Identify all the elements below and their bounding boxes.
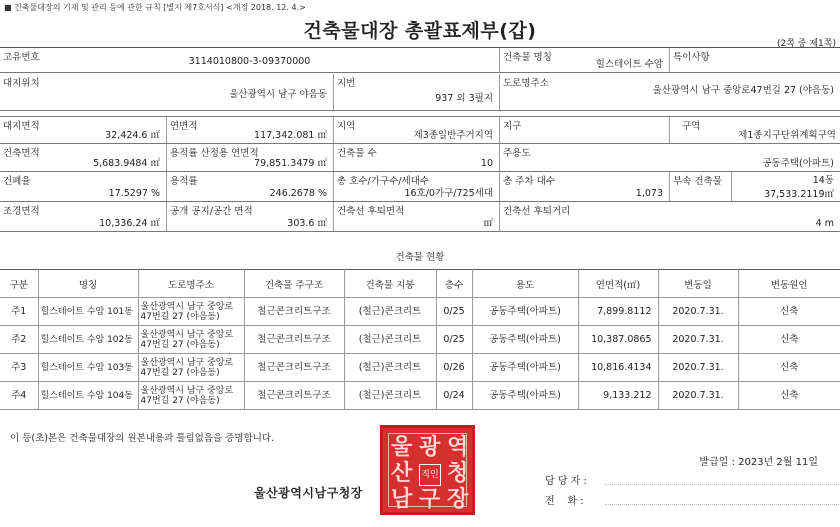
seal-inner-mark: 직인 (419, 464, 441, 486)
landscape-cell (0, 202, 167, 231)
table-row (0, 298, 840, 326)
main-use-value: 공동주택(아파트) (762, 158, 834, 169)
status-table (0, 269, 840, 410)
metrics-row-2 (0, 144, 840, 172)
gfa-label: 연면적 (170, 121, 198, 132)
open-space-value: 303.6 ㎡ (287, 218, 327, 229)
landscape-value: 10,336.24 ㎡ (99, 218, 160, 229)
road-label: 도로명주소 (503, 78, 549, 89)
section-value: 제1종지구단위계획구역 (738, 130, 836, 141)
table-cell: 공동주택(아파트) (472, 298, 578, 326)
location-label: 대지위치 (3, 78, 40, 89)
seal-glyph: 역 (447, 434, 469, 460)
seal-glyph: 청 (447, 460, 469, 486)
site-area-cell (0, 117, 167, 143)
setback-dist-cell (500, 202, 840, 231)
table-row (0, 326, 840, 354)
zone-value: 제3종일반주거지역 (413, 130, 493, 141)
bcr-cell (0, 172, 167, 201)
contact-person-label: 담 당 자 : (545, 476, 587, 487)
header-cell: 변동원인 (738, 270, 840, 298)
status-header-row (0, 270, 840, 298)
table-cell: 주2 (0, 326, 38, 354)
header-cell: 층수 (436, 270, 472, 298)
open-space-cell (167, 202, 334, 231)
parking-label: 총 주차 대수 (503, 176, 555, 187)
seal-glyph: 광 (419, 434, 441, 460)
bldg-name-cell (500, 48, 670, 72)
status-section-title: 건축물 현황 (395, 252, 445, 263)
setback-area-value: ㎡ (483, 218, 493, 229)
table-cell: 힐스테이트 수암 102동 (38, 326, 138, 354)
general-row-1 (0, 47, 840, 73)
table-cell: (철근)콘크리트 (344, 326, 436, 354)
contact-person-line (605, 484, 840, 485)
units-cell (334, 172, 500, 201)
header-cell: 명칭 (38, 270, 138, 298)
seal-glyph: 장 (447, 486, 469, 512)
special-label: 특이사항 (673, 52, 710, 63)
official-seal-stamp (380, 425, 475, 515)
header-cell: 변동일 (658, 270, 738, 298)
table-cell: 2020.7.31. (658, 354, 738, 382)
table-cell: 울산광역시 남구 중앙로47번길 27 (야음동) (138, 326, 244, 354)
far-gfa-value: 79,851.3479 ㎡ (254, 158, 327, 169)
table-cell: 철근콘크리트구조 (244, 354, 344, 382)
district-label: 지구 (503, 121, 522, 132)
document-title: 건축물대장 총괄표제부(갑) (303, 20, 537, 42)
units-label: 총 호수/가구수/세대수 (337, 176, 430, 187)
landscape-label: 조경면적 (3, 206, 40, 217)
table-cell: 힐스테이트 수암 103동 (38, 354, 138, 382)
table-cell: 공동주택(아파트) (472, 354, 578, 382)
table-cell: (철근)콘크리트 (344, 382, 436, 410)
setback-area-cell (334, 202, 500, 231)
gfa-cell (167, 117, 334, 143)
annex-value-cell (732, 172, 840, 201)
far-gfa-cell (167, 144, 334, 171)
far-cell (167, 172, 334, 201)
lot-cell (334, 74, 500, 110)
road-cell (500, 74, 840, 110)
table-row (0, 382, 840, 410)
table-cell: 주4 (0, 382, 38, 410)
site-area-value: 32,424.6 ㎡ (105, 130, 160, 141)
table-cell: 10,816.4134 (578, 354, 658, 382)
general-row-2 (0, 74, 840, 111)
table-cell: 철근콘크리트구조 (244, 382, 344, 410)
open-space-label: 공개 공지/공간 면적 (170, 206, 253, 217)
road-value: 울산광역시 남구 중앙로47번길 27 (야음동) (652, 85, 834, 96)
main-use-cell (500, 144, 840, 171)
table-cell: 10,387.0865 (578, 326, 658, 354)
header-cell: 도로명주소 (138, 270, 244, 298)
table-cell: 힐스테이트 수암 101동 (38, 298, 138, 326)
table-cell: 신축 (738, 354, 840, 382)
special-cell (670, 48, 840, 72)
far-gfa-label: 용적률 산정용 연면적 (170, 148, 259, 159)
bldg-count-cell (334, 144, 500, 171)
zone-label: 지역 (337, 121, 356, 132)
table-cell: 신축 (738, 326, 840, 354)
annex-count-value: 14동 (812, 175, 834, 186)
table-cell: 울산광역시 남구 중앙로47번길 27 (야음동) (138, 354, 244, 382)
page-count: (2쪽 중 제1쪽) (777, 39, 836, 49)
table-cell: 2020.7.31. (658, 382, 738, 410)
zone-cell (334, 117, 500, 143)
table-cell: 신축 (738, 298, 840, 326)
table-cell: 공동주택(아파트) (472, 326, 578, 354)
table-cell: 주3 (0, 354, 38, 382)
far-label: 용적률 (170, 176, 198, 187)
bldg-count-label: 건축물 수 (337, 148, 377, 159)
bcr-label: 건폐율 (3, 176, 31, 187)
setback-area-label: 건축선 후퇴면적 (337, 206, 405, 217)
metrics-row-4 (0, 202, 840, 232)
table-cell: 7,899.8112 (578, 298, 658, 326)
lot-label: 지번 (337, 78, 356, 89)
bldg-area-cell (0, 144, 167, 171)
bldg-count-value: 10 (480, 158, 493, 169)
table-cell: 신축 (738, 382, 840, 410)
table-cell: (철근)콘크리트 (344, 354, 436, 382)
table-cell: 0/25 (436, 298, 472, 326)
district-cell (500, 117, 670, 143)
header-cell: 건축물 주구조 (244, 270, 344, 298)
table-row (0, 354, 840, 382)
table-cell: 철근콘크리트구조 (244, 298, 344, 326)
setback-dist-label: 건축선 후퇴거리 (503, 206, 571, 217)
main-use-label: 주용도 (503, 148, 531, 159)
section-label: 구역 (682, 121, 701, 132)
site-area-label: 대지면적 (3, 121, 40, 132)
setback-dist-value: 4 m (815, 218, 834, 229)
gfa-value: 117,342.081 ㎡ (254, 130, 327, 141)
seal-glyph: 산 (391, 460, 413, 486)
unique-no-cell (0, 48, 500, 72)
seal-glyph: 남 (391, 486, 413, 512)
table-cell: 0/25 (436, 326, 472, 354)
units-value: 16호/0가구/725세대 (404, 188, 493, 199)
table-cell: 2020.7.31. (658, 298, 738, 326)
table-cell: 울산광역시 남구 중앙로47번길 27 (야음동) (138, 382, 244, 410)
section-cell (670, 117, 840, 143)
header-cell: 건축물 지붕 (344, 270, 436, 298)
bldg-name-value: 힐스테이트 수암 (595, 59, 663, 70)
annex-area-value: 37,533.2119㎡ (764, 189, 834, 200)
issuer-name: 울산광역시남구청장 (254, 486, 363, 500)
table-cell: 9,133.212 (578, 382, 658, 410)
location-value: 울산광역시 남구 야음동 (229, 89, 327, 100)
contact-phone-row (545, 492, 584, 507)
lot-value: 937 외 3필지 (435, 93, 493, 104)
seal-glyph: 구 (419, 486, 441, 512)
annex-label: 부속 건축물 (673, 176, 722, 187)
table-cell: 0/24 (436, 382, 472, 410)
bldg-area-value: 5,683.9484 ㎡ (93, 158, 160, 169)
legal-note: ■ 건축물대장의 기재 및 관리 등에 관한 규칙 [별지 제7호서식] <개정 2018. 12. 4.> (4, 3, 306, 12)
table-cell: 2020.7.31. (658, 326, 738, 354)
table-cell: 울산광역시 남구 중앙로47번길 27 (야음동) (138, 298, 244, 326)
table-cell: 0/26 (436, 354, 472, 382)
header-cell: 연면적(㎡) (578, 270, 658, 298)
header-cell: 구분 (0, 270, 38, 298)
parking-value: 1,073 (635, 188, 663, 199)
bldg-name-label: 건축물 명칭 (503, 52, 552, 63)
contact-phone-line (605, 504, 840, 505)
bldg-area-label: 건축면적 (3, 148, 40, 159)
table-cell: 철근콘크리트구조 (244, 326, 344, 354)
table-cell: (철근)콘크리트 (344, 298, 436, 326)
metrics-row-1 (0, 116, 840, 144)
contact-person-row (545, 472, 587, 487)
issue-date: 발급일 : 2023년 2월 11일 (699, 457, 818, 468)
contact-phone-label: 전 화 : (545, 496, 584, 507)
far-value: 246.2678 % (269, 188, 327, 199)
annex-label-cell (670, 172, 732, 201)
unique-no-label: 고유번호 (3, 52, 40, 63)
location-cell (0, 74, 334, 110)
certification-text: 이 등(초)본은 건축물대장의 원본내용과 틀림없음을 증명합니다. (10, 433, 275, 444)
seal-glyph: 울 (391, 434, 413, 460)
table-cell: 공동주택(아파트) (472, 382, 578, 410)
bcr-value: 17.5297 % (108, 188, 160, 199)
metrics-row-3 (0, 172, 840, 202)
table-cell: 힐스테이트 수암 104동 (38, 382, 138, 410)
parking-cell (500, 172, 670, 201)
unique-no-value: 3114010800-3-09370000 (188, 56, 311, 67)
table-cell: 주1 (0, 298, 38, 326)
header-cell: 용도 (472, 270, 578, 298)
